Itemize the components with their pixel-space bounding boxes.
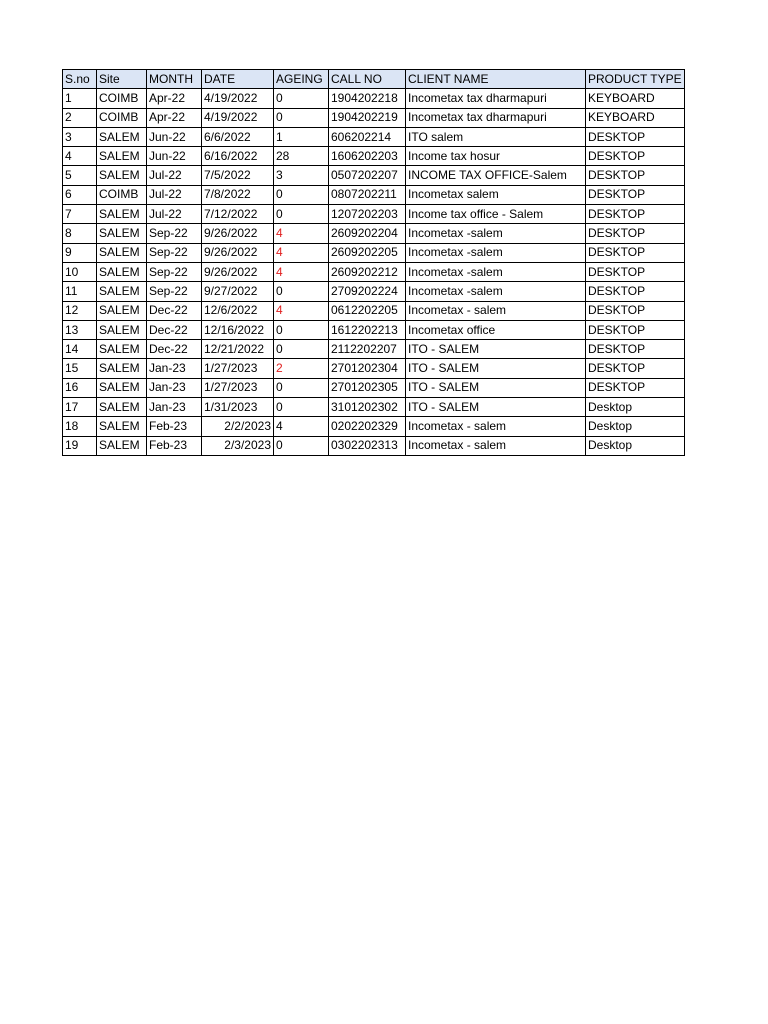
cell-product-type: DESKTOP	[586, 340, 685, 359]
cell-call-no: 0612202205	[329, 301, 406, 320]
cell-site: SALEM	[97, 262, 147, 281]
cell-site: SALEM	[97, 340, 147, 359]
cell-client-name: Incometax -salem	[406, 262, 586, 281]
cell-product-type: DESKTOP	[586, 127, 685, 146]
cell-ageing: 1	[274, 127, 329, 146]
cell-client-name: Incometax tax dharmapuri	[406, 108, 586, 127]
cell-client-name: ITO - SALEM	[406, 359, 586, 378]
cell-call-no: 2609202204	[329, 224, 406, 243]
cell-product-type: Desktop	[586, 436, 685, 455]
cell-call-no: 1207202203	[329, 205, 406, 224]
cell-sno: 3	[63, 127, 97, 146]
cell-product-type: DESKTOP	[586, 224, 685, 243]
cell-client-name: Incometax office	[406, 320, 586, 339]
cell-date: 1/27/2023	[202, 378, 274, 397]
cell-sno: 17	[63, 398, 97, 417]
cell-client-name: ITO - SALEM	[406, 398, 586, 417]
cell-product-type: Desktop	[586, 398, 685, 417]
cell-date: 1/31/2023	[202, 398, 274, 417]
cell-ageing: 28	[274, 147, 329, 166]
cell-client-name: Incometax - salem	[406, 301, 586, 320]
cell-date: 9/27/2022	[202, 282, 274, 301]
cell-date: 6/6/2022	[202, 127, 274, 146]
cell-site: SALEM	[97, 147, 147, 166]
cell-client-name: Income tax hosur	[406, 147, 586, 166]
cell-site: SALEM	[97, 359, 147, 378]
cell-product-type: DESKTOP	[586, 378, 685, 397]
cell-call-no: 1606202203	[329, 147, 406, 166]
cell-site: SALEM	[97, 166, 147, 185]
cell-ageing: 2	[274, 359, 329, 378]
cell-month: Jul-22	[147, 185, 202, 204]
cell-site: SALEM	[97, 205, 147, 224]
cell-ageing: 0	[274, 89, 329, 108]
cell-month: Jun-22	[147, 127, 202, 146]
cell-site: SALEM	[97, 417, 147, 436]
cell-month: Feb-23	[147, 436, 202, 455]
header-call-no: CALL NO	[329, 70, 406, 89]
table-row	[63, 262, 685, 281]
cell-ageing: 0	[274, 340, 329, 359]
cell-product-type: DESKTOP	[586, 282, 685, 301]
cell-client-name: Incometax - salem	[406, 417, 586, 436]
cell-client-name: Incometax tax dharmapuri	[406, 89, 586, 108]
cell-site: COIMB	[97, 108, 147, 127]
cell-site: SALEM	[97, 301, 147, 320]
header-row	[63, 70, 685, 89]
cell-sno: 16	[63, 378, 97, 397]
header-sno: S.no	[63, 70, 97, 89]
spreadsheet	[62, 69, 685, 456]
cell-month: Sep-22	[147, 243, 202, 262]
cell-date: 2/3/2023	[202, 436, 274, 455]
cell-call-no: 0807202211	[329, 185, 406, 204]
table-body	[63, 89, 685, 456]
cell-call-no: 1904202218	[329, 89, 406, 108]
cell-sno: 5	[63, 166, 97, 185]
cell-product-type: DESKTOP	[586, 359, 685, 378]
cell-site: SALEM	[97, 378, 147, 397]
cell-month: Dec-22	[147, 320, 202, 339]
cell-product-type: DESKTOP	[586, 185, 685, 204]
cell-date: 7/5/2022	[202, 166, 274, 185]
cell-product-type: DESKTOP	[586, 301, 685, 320]
table-row	[63, 282, 685, 301]
cell-date: 7/8/2022	[202, 185, 274, 204]
cell-date: 12/16/2022	[202, 320, 274, 339]
cell-site: COIMB	[97, 89, 147, 108]
cell-ageing: 0	[274, 320, 329, 339]
cell-month: Jan-23	[147, 398, 202, 417]
cell-month: Dec-22	[147, 340, 202, 359]
cell-sno: 15	[63, 359, 97, 378]
table-row	[63, 89, 685, 108]
cell-sno: 14	[63, 340, 97, 359]
cell-sno: 19	[63, 436, 97, 455]
cell-product-type: DESKTOP	[586, 243, 685, 262]
cell-month: Sep-22	[147, 224, 202, 243]
cell-date: 12/6/2022	[202, 301, 274, 320]
cell-date: 7/12/2022	[202, 205, 274, 224]
cell-ageing: 0	[274, 378, 329, 397]
cell-sno: 9	[63, 243, 97, 262]
table-row	[63, 301, 685, 320]
table-row	[63, 127, 685, 146]
cell-ageing: 0	[274, 398, 329, 417]
cell-ageing: 0	[274, 436, 329, 455]
cell-date: 4/19/2022	[202, 89, 274, 108]
cell-month: Jan-23	[147, 378, 202, 397]
cell-ageing: 4	[274, 224, 329, 243]
table-row	[63, 398, 685, 417]
cell-month: Jul-22	[147, 205, 202, 224]
table-row	[63, 436, 685, 455]
cell-month: Sep-22	[147, 282, 202, 301]
table-row	[63, 320, 685, 339]
cell-call-no: 2701202305	[329, 378, 406, 397]
cell-client-name: Incometax - salem	[406, 436, 586, 455]
cell-month: Apr-22	[147, 108, 202, 127]
cell-date: 12/21/2022	[202, 340, 274, 359]
table-row	[63, 224, 685, 243]
table-row	[63, 359, 685, 378]
cell-call-no: 2709202224	[329, 282, 406, 301]
cell-ageing: 0	[274, 185, 329, 204]
cell-client-name: INCOME TAX OFFICE-Salem	[406, 166, 586, 185]
cell-call-no: 1612202213	[329, 320, 406, 339]
cell-product-type: KEYBOARD	[586, 108, 685, 127]
cell-month: Dec-22	[147, 301, 202, 320]
cell-site: COIMB	[97, 185, 147, 204]
header-client-name: CLIENT NAME	[406, 70, 586, 89]
cell-client-name: Incometax -salem	[406, 282, 586, 301]
cell-client-name: Incometax salem	[406, 185, 586, 204]
cell-sno: 1	[63, 89, 97, 108]
cell-date: 9/26/2022	[202, 224, 274, 243]
cell-sno: 4	[63, 147, 97, 166]
cell-month: Sep-22	[147, 262, 202, 281]
cell-client-name: Incometax -salem	[406, 224, 586, 243]
cell-sno: 18	[63, 417, 97, 436]
cell-call-no: 2609202205	[329, 243, 406, 262]
table-row	[63, 378, 685, 397]
cell-sno: 6	[63, 185, 97, 204]
cell-site: SALEM	[97, 224, 147, 243]
call-log-table	[62, 69, 685, 456]
header-date: DATE	[202, 70, 274, 89]
cell-sno: 8	[63, 224, 97, 243]
cell-product-type: DESKTOP	[586, 320, 685, 339]
cell-site: SALEM	[97, 127, 147, 146]
cell-date: 9/26/2022	[202, 243, 274, 262]
table-row	[63, 185, 685, 204]
header-product-type: PRODUCT TYPE	[586, 70, 685, 89]
cell-call-no: 2609202212	[329, 262, 406, 281]
cell-sno: 10	[63, 262, 97, 281]
cell-ageing: 0	[274, 108, 329, 127]
table-row	[63, 205, 685, 224]
cell-client-name: Income tax office - Salem	[406, 205, 586, 224]
cell-site: SALEM	[97, 436, 147, 455]
cell-client-name: ITO - SALEM	[406, 340, 586, 359]
cell-client-name: ITO - SALEM	[406, 378, 586, 397]
cell-month: Feb-23	[147, 417, 202, 436]
cell-sno: 12	[63, 301, 97, 320]
cell-product-type: Desktop	[586, 417, 685, 436]
cell-month: Apr-22	[147, 89, 202, 108]
header-site: Site	[97, 70, 147, 89]
cell-product-type: DESKTOP	[586, 205, 685, 224]
cell-product-type: KEYBOARD	[586, 89, 685, 108]
cell-call-no: 0302202313	[329, 436, 406, 455]
cell-ageing: 4	[274, 417, 329, 436]
cell-site: SALEM	[97, 398, 147, 417]
header-month: MONTH	[147, 70, 202, 89]
header-ageing: AGEING	[274, 70, 329, 89]
table-row	[63, 166, 685, 185]
cell-call-no: 3101202302	[329, 398, 406, 417]
table-row	[63, 417, 685, 436]
cell-ageing: 4	[274, 301, 329, 320]
cell-call-no: 1904202219	[329, 108, 406, 127]
cell-client-name: ITO salem	[406, 127, 586, 146]
cell-call-no: 0202202329	[329, 417, 406, 436]
cell-ageing: 3	[274, 166, 329, 185]
cell-sno: 13	[63, 320, 97, 339]
cell-ageing: 4	[274, 262, 329, 281]
cell-sno: 2	[63, 108, 97, 127]
cell-site: SALEM	[97, 320, 147, 339]
table-row	[63, 108, 685, 127]
cell-product-type: DESKTOP	[586, 262, 685, 281]
cell-date: 4/19/2022	[202, 108, 274, 127]
cell-ageing: 0	[274, 205, 329, 224]
cell-product-type: DESKTOP	[586, 166, 685, 185]
cell-month: Jan-23	[147, 359, 202, 378]
cell-site: SALEM	[97, 243, 147, 262]
cell-call-no: 0507202207	[329, 166, 406, 185]
cell-month: Jun-22	[147, 147, 202, 166]
cell-ageing: 0	[274, 282, 329, 301]
cell-client-name: Incometax -salem	[406, 243, 586, 262]
cell-date: 1/27/2023	[202, 359, 274, 378]
cell-sno: 11	[63, 282, 97, 301]
table-row	[63, 147, 685, 166]
cell-month: Jul-22	[147, 166, 202, 185]
cell-product-type: DESKTOP	[586, 147, 685, 166]
cell-call-no: 2112202207	[329, 340, 406, 359]
table-row	[63, 340, 685, 359]
cell-call-no: 606202214	[329, 127, 406, 146]
cell-call-no: 2701202304	[329, 359, 406, 378]
cell-date: 6/16/2022	[202, 147, 274, 166]
cell-sno: 7	[63, 205, 97, 224]
cell-date: 2/2/2023	[202, 417, 274, 436]
cell-site: SALEM	[97, 282, 147, 301]
table-row	[63, 243, 685, 262]
cell-date: 9/26/2022	[202, 262, 274, 281]
cell-ageing: 4	[274, 243, 329, 262]
